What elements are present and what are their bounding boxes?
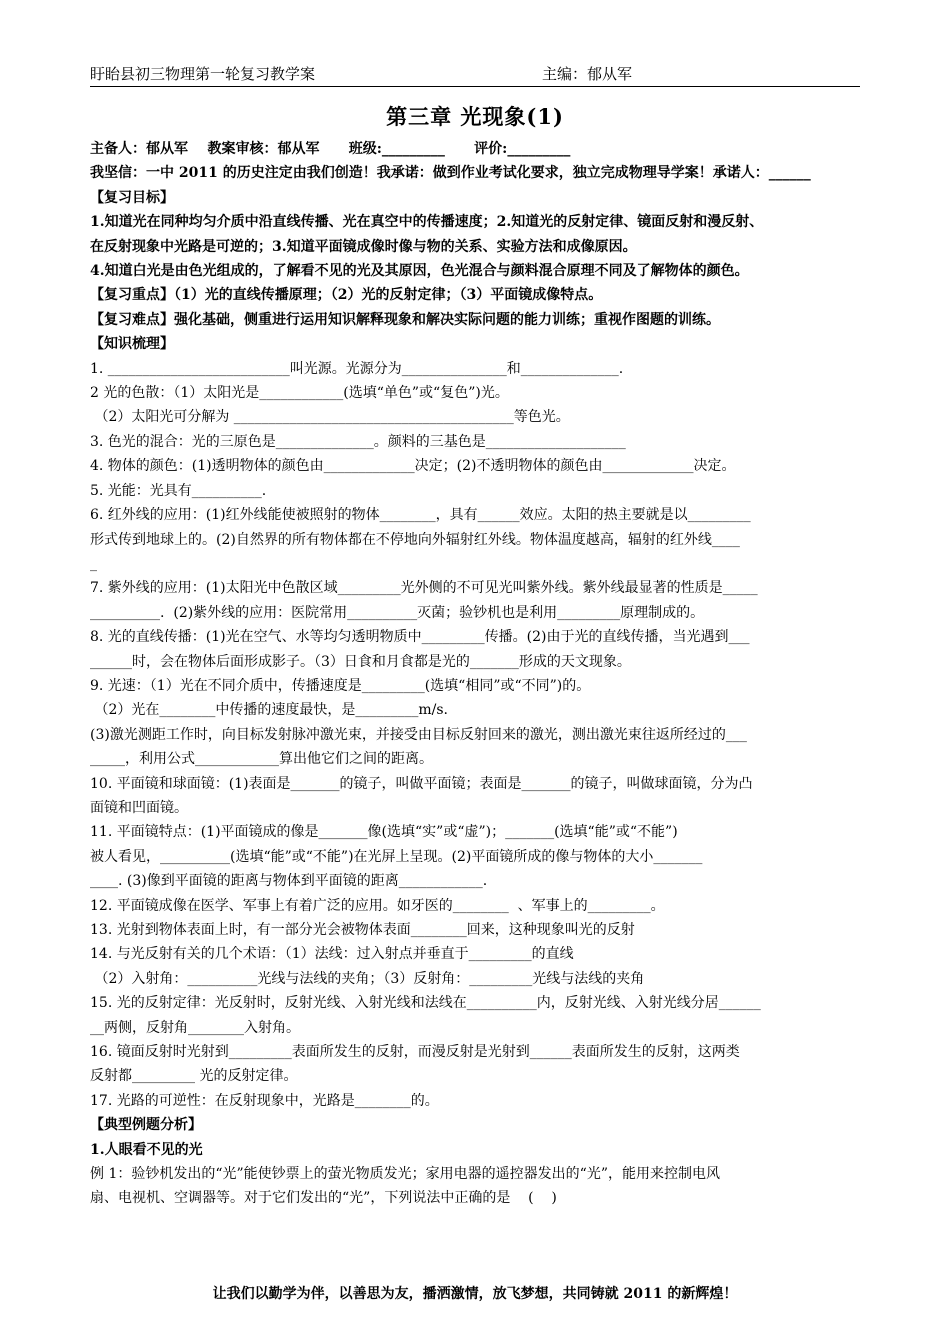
text-line: 15. 光的反射定律：光反射时，反射光线、入射光线和法线在__________内，反射光线、入射光线分居______: [90, 995, 761, 1012]
document-page: [90, 64, 860, 1211]
text-line: ______时，会在物体后面形成影子。（3）日食和月食都是光的_______形成的天文现象。: [90, 653, 631, 670]
text-line: 12. 平面镜成像在医学、军事上有着广泛的应用。如牙医的________ 、军事上的_________。: [90, 897, 665, 914]
text-line: 【知识梳理】: [90, 336, 174, 353]
text-line: 13. 光射到物体表面上时，有一部分光会被物体表面________回来，这种现象叫光的反射: [90, 922, 635, 938]
text-line: 形式传到地球上的。(2)自然界的所有物体都在不停地向外辐射红外线。物体温度越高，辐射的红外线____: [90, 531, 740, 548]
page-header: [90, 64, 860, 87]
text-line: 17. 光路的可逆性：在反射现象中，光路是________的。: [90, 1092, 439, 1109]
text-line: 【复习目标】: [90, 189, 174, 206]
text-line: 10. 平面镜和球面镜：(1)表面是_______的镜子，叫做平面镜；表面是_______的镜子，叫做球面镜，分为凸: [90, 775, 753, 792]
text-line: 面镜和凹面镜。: [90, 799, 188, 816]
page-footer: 让我们以勤学为伴，以善思为友，播洒激情，放飞梦想，共同铸就 2011 的新辉煌！: [212, 1286, 738, 1302]
text-line: 14. 与光反射有关的几个术语：（1）法线：过入射点并垂直于_________的直线: [90, 946, 574, 963]
text-line: _____，利用公式____________算出他它们之间的距离。: [90, 751, 433, 768]
text-line: 16. 镜面反射时光射到_________表面所发生的反射，而漫反射是光射到______表面所发生的反射，这两类: [90, 1044, 740, 1061]
header-right: 主编：郁从军: [542, 65, 633, 83]
text-line: 主备人：郁从军 教案审核：郁从军 班级:_________ 评价:_________: [90, 141, 571, 157]
text-line: 我坚信：一中 2011 的历史注定由我们创造！我承诺：做到作业考试化要求，独立完成物理导学案！承诺人：______: [90, 165, 811, 182]
page-title: 第三章 光现象(1): [386, 104, 564, 129]
text-line: _: [90, 555, 97, 572]
text-line: （2）太阳光可分解为 ________________________________________等色光。: [90, 409, 570, 426]
text-line: 【复习重点】（1）光的直线传播原理；（2）光的反射定律；（3）平面镜成像特点。: [90, 287, 603, 304]
text-line: ____. (3)像到平面镜的距离与物体到平面镜的距离____________.: [90, 873, 488, 890]
text-line: 4. 物体的颜色：(1)透明物体的颜色由_____________决定；(2)不透明物体的颜色由_____________决定。: [90, 458, 736, 475]
text-line: 反射都_________ 光的反射定律。: [90, 1068, 298, 1085]
text-line: 8. 光的直线传播：(1)光在空气、水等均匀透明物质中_________传播。(2)由于光的直线传播，当光遇到___: [90, 629, 750, 646]
header-left: 盱眙县初三物理第一轮复习教学案: [90, 65, 316, 83]
document-body: [90, 137, 860, 1211]
text-line: 扇、电视机、空调器等。对于它们发出的“光”，下列说法中正确的是 ( ): [90, 1190, 557, 1207]
text-line: 5. 光能：光具有__________.: [90, 482, 267, 499]
text-line: (3)激光测距工作时，向目标发射脉冲激光束，并接受由目标反射回来的激光，测出激光束往返所经过的___: [90, 726, 747, 743]
text-line: 6. 红外线的应用：(1)红外线能使被照射的物体________，具有______效应。太阳的热主要就是以_________: [90, 507, 751, 524]
text-line: 9. 光速：（1）光在不同介质中，传播速度是_________(选填“相同”或“不同”)的。: [90, 677, 591, 694]
text-line: 4.知道白光是由色光组成的，了解看不见的光及其原因，色光混合与颜料混合原理不同及了解物体的颜色。: [90, 263, 749, 280]
text-line: 2 光的色散：（1）太阳光是____________(选填“单色”或“复色”)光。: [90, 385, 509, 402]
text-line: 1. __________________________叫光源。光源分为_______________和______________.: [90, 360, 624, 377]
text-line: __两侧，反射角________入射角。: [90, 1019, 300, 1036]
text-line: 7. 紫外线的应用：(1)太阳光中色散区域_________光外侧的不可见光叫紫外线。紫外线最显著的性质是_____: [90, 580, 758, 597]
text-line: 11. 平面镜特点：(1)平面镜成的像是_______像(选填“实”或“虚”)；_______(选填“能”或“不能”): [90, 824, 678, 841]
text-line: （2）光在________中传播的速度最快，是_________m/s.: [90, 702, 448, 719]
text-line: 【复习难点】强化基础，侧重进行运用知识解释现象和解决实际问题的能力训练；重视作图题的训练。: [90, 311, 720, 328]
text-line: 1.人眼看不见的光: [90, 1141, 203, 1158]
text-line: （2）入射角：__________光线与法线的夹角；（3）反射角：_________光线与法线的夹角: [90, 970, 645, 987]
text-line: 【典型例题分析】: [90, 1117, 202, 1134]
text-line: __________. (2)紫外线的应用：医院常用__________灭菌；验钞机也是利用_________原理制成的。: [90, 604, 705, 621]
text-line: 在反射现象中光路是可逆的；3.知道平面镜成像时像与物的关系、实验方法和成像原因。: [90, 238, 637, 255]
text-line: 1.知道光在同种均匀介质中沿直线传播、光在真空中的传播速度；2.知道光的反射定律、镜面反射和漫反射、: [90, 214, 764, 231]
text-line: 被人看见，__________(选填“能”或“不能”)在光屏上呈现。(2)平面镜所成的像与物体的大小_______: [90, 848, 703, 865]
text-line: 3. 色光的混合：光的三原色是______________。颜料的三基色是____________________: [90, 433, 626, 450]
text-line: 例 1：验钞机发出的“光”能使钞票上的萤光物质发光；家用电器的遥控器发出的“光”，能用来控制电风: [90, 1166, 720, 1183]
